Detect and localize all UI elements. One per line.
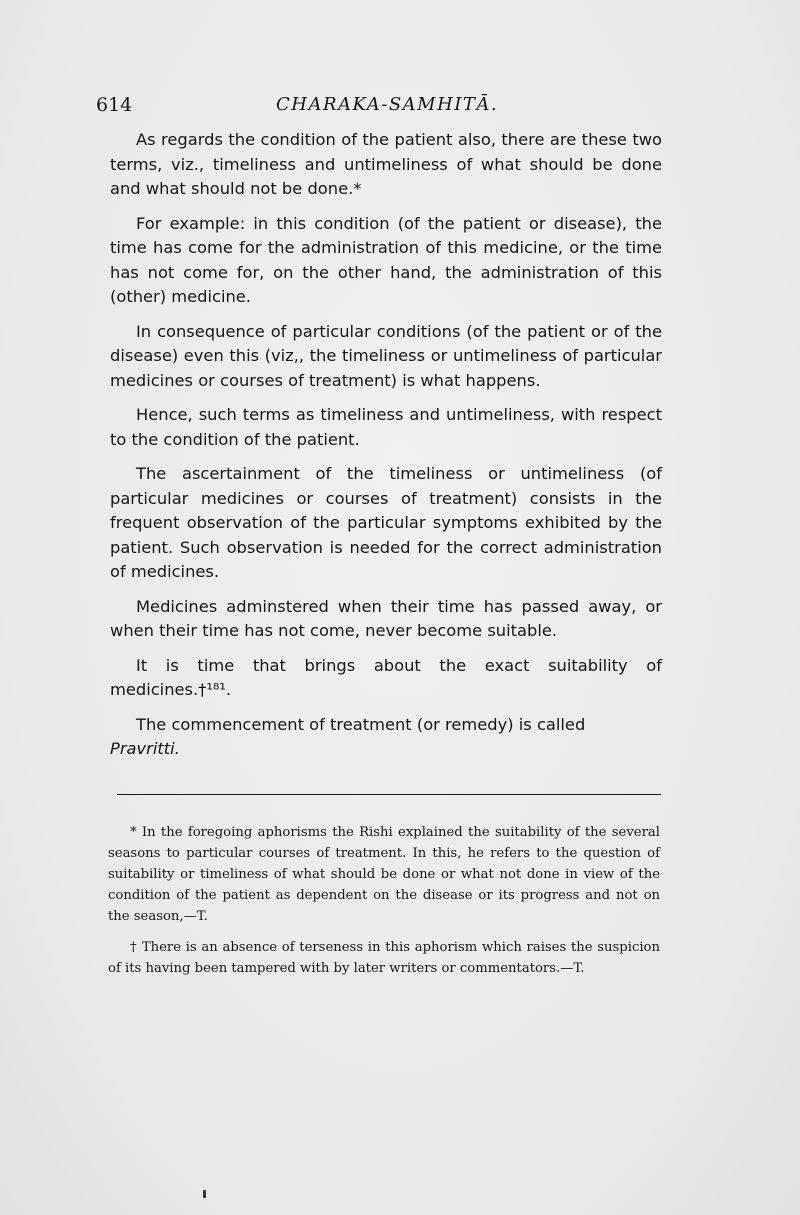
paragraph: Medicines adminstered when their time has passed away, or when their time has not come, never become suitable. [110, 596, 662, 640]
paragraph: For example: in this condition (of the patient or disease), the time has come for the administration of this medicine, or the time has not come for, on the other hand, the administration of this (other) medicine. [110, 213, 662, 306]
main-text [110, 128, 662, 772]
page-header [96, 94, 656, 124]
paragraph: The ascertainment of the timeliness or untimeliness (of particular medicines or courses of treatment) consists in the frequent observation of the particular symptoms exhibited by the patient. Such observation is needed for the correct administration of medicines. [110, 464, 662, 581]
footnote-separator [117, 794, 661, 795]
footnote: † There is an absence of terseness in this aphorism which raises the suspicion of its having been tampered with by later writers or commentators.—T. [108, 940, 660, 976]
print-speck [203, 1190, 206, 1198]
paragraph: Hence, such terms as timeliness and untimeliness, with respect to the condition of the patient. [110, 405, 662, 449]
paragraph: In consequence of particular conditions (of the patient or of the disease) even this (viz,, the timeliness or untimeliness of particular medicines or courses of treatment) is what happens. [110, 321, 662, 390]
running-title: CHARAKA-SAMHITĀ. [276, 94, 499, 115]
footnote: * In the foregoing aphorisms the Rishi explained the suitability of the several seasons to particular courses of treatment. In this, he refers to the question of suitability or timeliness of what should be done or what not done in view of the condition of the patient as dependent on the disease or its progress and not on the season,—T. [108, 825, 660, 924]
paragraph: As regards the condition of the patient also, there are these two terms, viz., timeliness and untimeliness of what should be done and what should not be done.* [110, 130, 662, 198]
paragraph-italic-term: Pravritti. [110, 739, 180, 758]
footnotes [108, 822, 660, 989]
paragraph: It is time that brings about the exact suitability of medicines.†¹⁸¹. [110, 655, 662, 699]
page-number: 614 [96, 94, 133, 116]
paragraph: The commencement of treatment (or remedy) is called [136, 714, 586, 734]
